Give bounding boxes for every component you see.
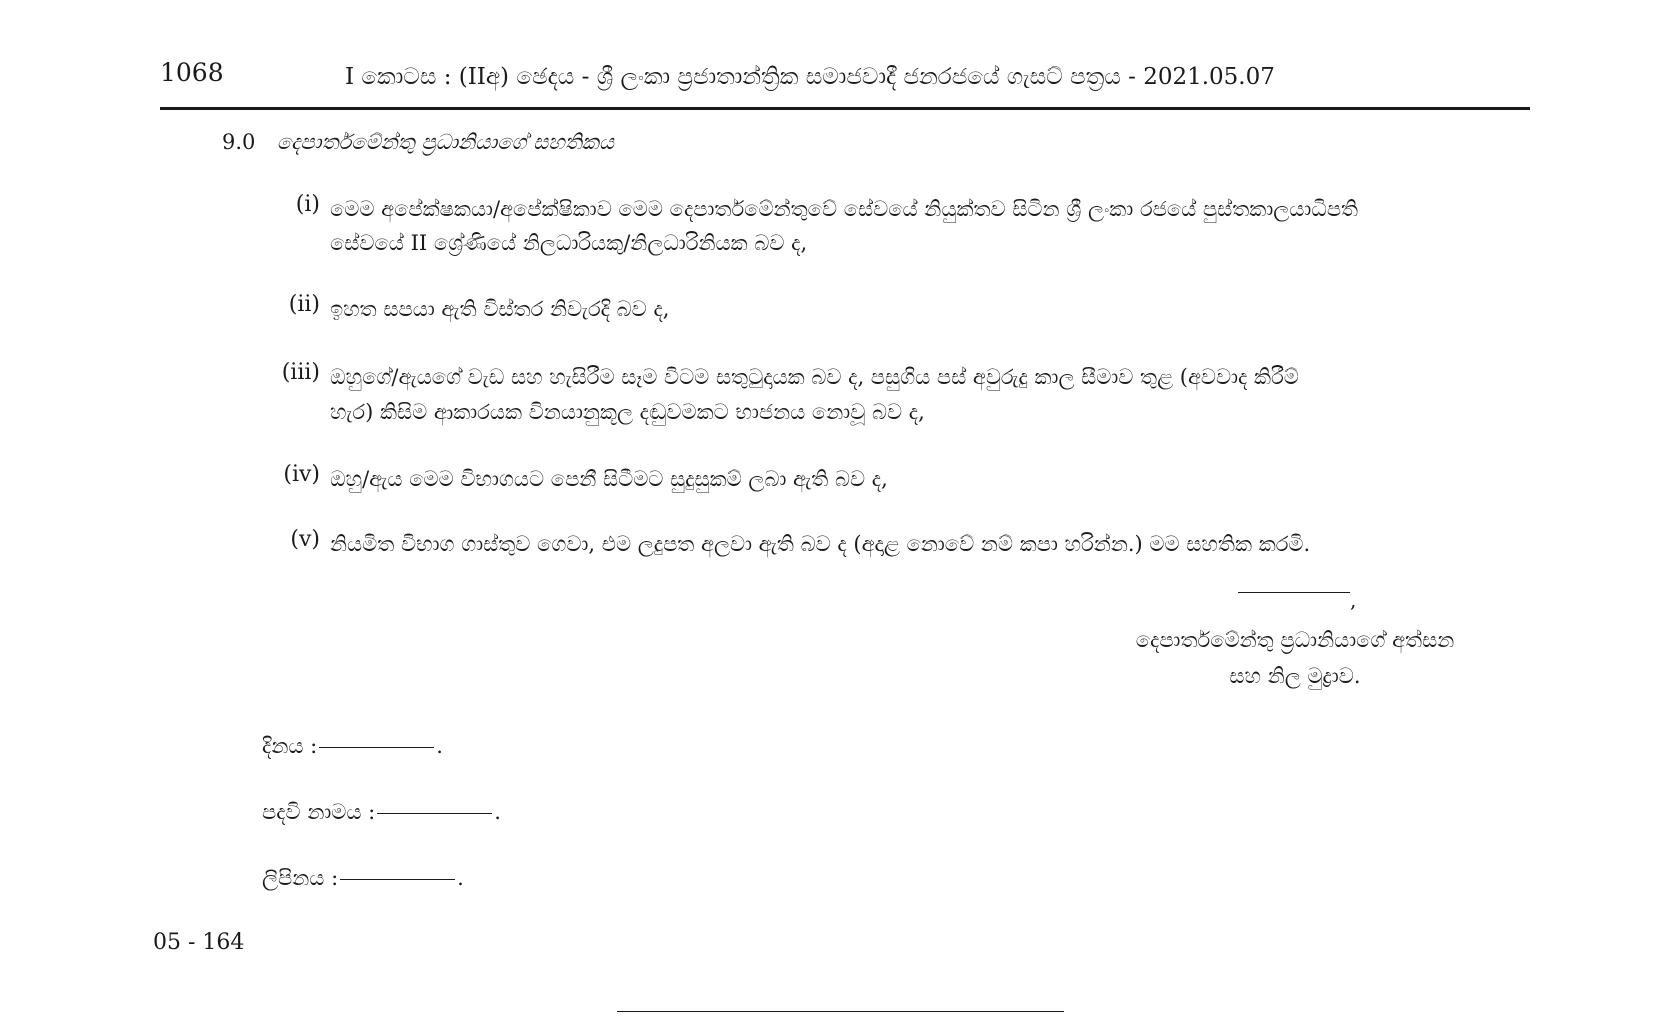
signature-line [1238, 592, 1350, 593]
section-title: දෙපාර්තමේන්තු ප්‍රධානියාගේ සහතිකය [276, 130, 614, 154]
signature-comma: , [1350, 588, 1357, 612]
gazette-header-title: I කොටස : (IIඅ) ඡෙදය - ශ්‍රී ලංකා ප්‍රජාතාන්ත්‍රික සමාජවාදී ජනරජයේ ගැසට් පත්‍රය - 2021.05.07 [345, 64, 1275, 90]
field-label: දිනය : [262, 734, 318, 758]
item-number: (ii) [288, 292, 320, 317]
field-label: පදවි නාමය : [262, 800, 376, 824]
field-label: ලිපිනය : [262, 866, 339, 890]
blank-line [340, 879, 455, 880]
item-text-line: ඉහත සපයා ඇති විස්තර නිවැරදි බව ද, [330, 297, 670, 321]
footer-code: 05 - 164 [153, 930, 245, 955]
blank-line [319, 747, 434, 748]
blank-line [377, 813, 492, 814]
item-number: (iii) [281, 360, 320, 385]
item-text-line: ඔහුගේ/ඇයගේ වැඩ සහ හැසිරීම සෑම විටම සතුටුදායක බව ද, පසුගිය පස් අවුරුදු කාල සීමාව තුළ (අවවාද කිරීම් [330, 365, 1299, 389]
designation-field [262, 800, 501, 825]
signature-caption: දෙපාර්තමේන්තු ප්‍රධානියාගේ අත්සන [1135, 628, 1455, 652]
seal-caption: සහ නිල මුද්‍රාව. [1229, 664, 1361, 688]
field-end: . [436, 734, 443, 758]
item-text-line: නියමිත විභාග ගාස්තුව ගෙවා, එම ලදුපත අලවා ඇති බව ද (අදාළ නොවේ නම් කපා හරින්න.) මම සහතික කරමි. [330, 532, 1311, 556]
date-field [262, 734, 443, 759]
section-number: 9.0 [222, 130, 256, 154]
item-number: (v) [290, 527, 320, 552]
page-number: 1068 [160, 58, 224, 87]
item-number: (iv) [283, 462, 320, 487]
item-text-line: සේවයේ II ශ්‍රේණියේ නිලධාරියකු/නිලධාරිනියක බව ද, [330, 231, 808, 255]
header-divider [160, 107, 1530, 110]
item-number: (i) [295, 192, 320, 217]
item-text-line: මෙම අපේක්ෂකයා/අපේක්ෂිකාව මෙම දෙපාර්තමේන්තුවේ සේවයේ නියුක්තව සිටින ශ්‍රී ලංකා රජයේ පුස්තකාලයාධිපති [330, 197, 1359, 221]
field-end: . [457, 866, 464, 890]
section-heading [222, 130, 614, 155]
item-text-line: ඔහු/ඇය මෙම විභාගයට පෙනී සිටීමට සුදුසුකම් ලබා ඇති බව ද, [330, 467, 888, 491]
bottom-divider [617, 1011, 1064, 1012]
item-text-line: හැර) කිසිම ආකාරයක විනයානුකූල දඬුවමකට භාජනය නොවූ බව ද, [330, 400, 925, 424]
address-field [262, 866, 464, 891]
field-end: . [494, 800, 501, 824]
